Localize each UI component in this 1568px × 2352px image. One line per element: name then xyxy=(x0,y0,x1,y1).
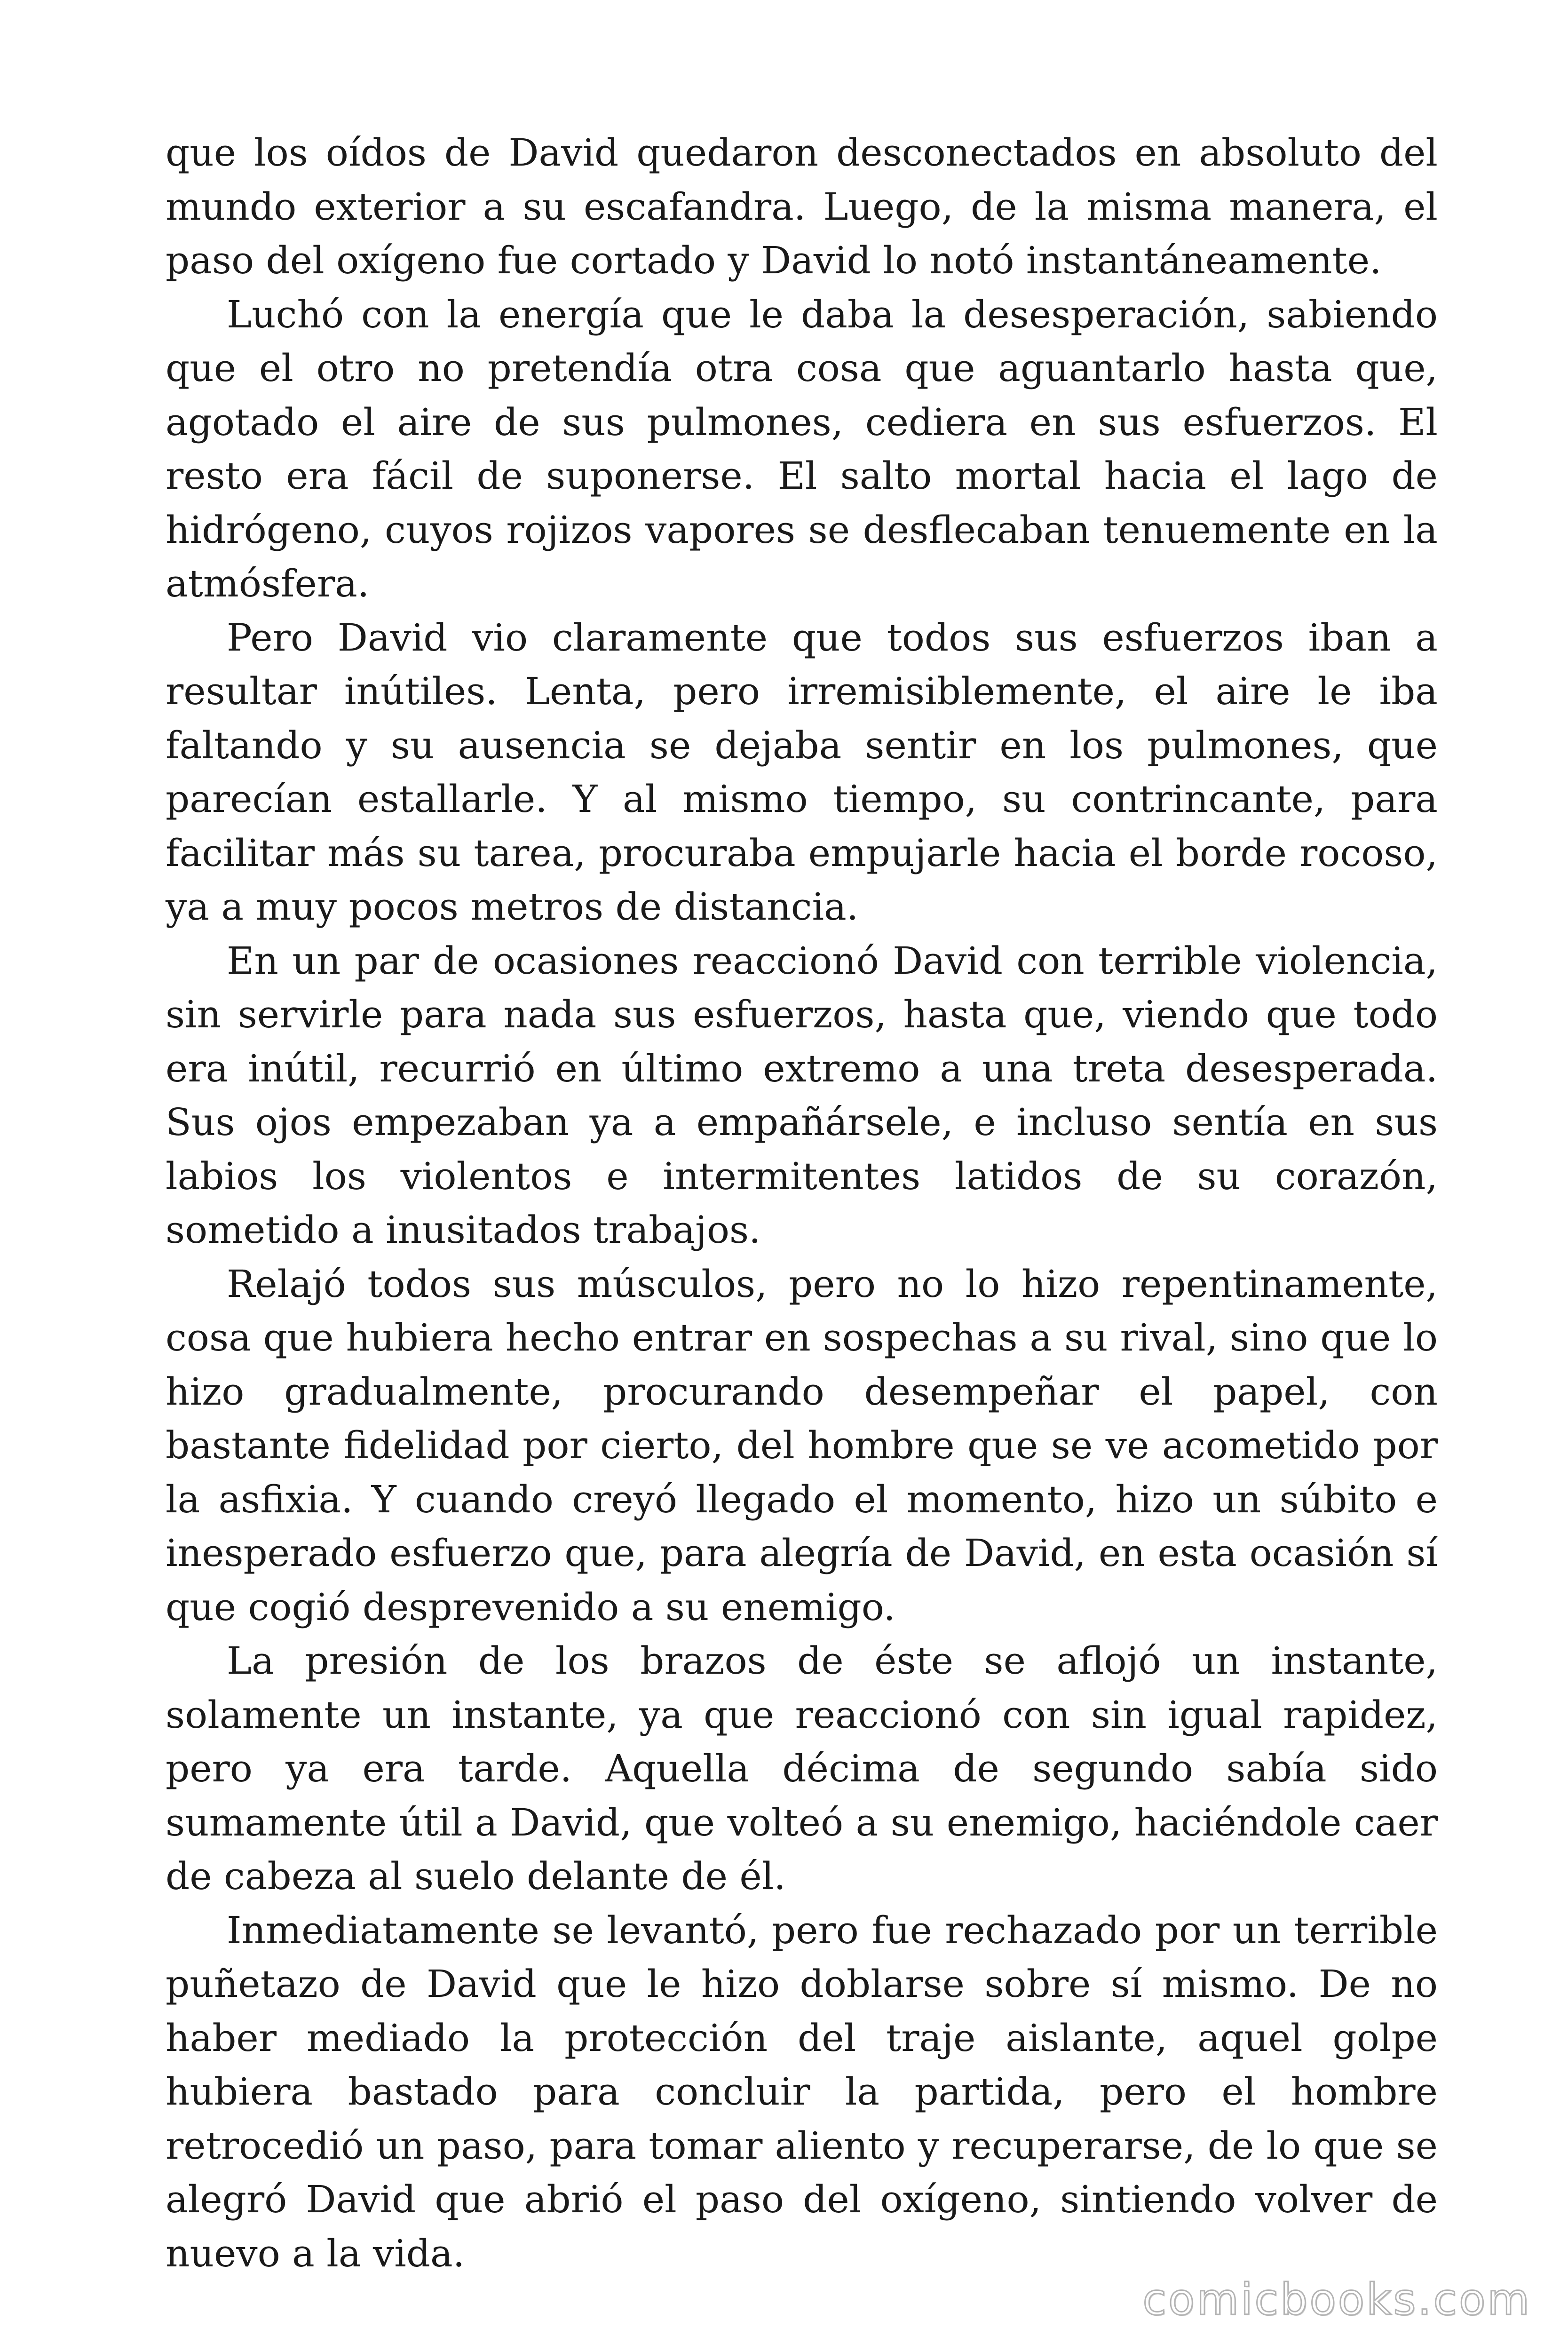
paragraph: Inmediatamente se levantó, pero fue rechazado por un terrible puñetazo de David que le hizo doblarse sobre sí mismo. De no haber mediado la protección del traje aislante, aquel golpe hubiera bastado para concluir la partida, pero el hombre retrocedió un paso, para tomar aliento y recuperarse, de lo que se alegró David que abrió el paso del oxígeno, sintiendo volver de nuevo a la vida. xyxy=(166,1908,1438,2275)
watermark: comicbooks.com xyxy=(1142,2274,1531,2325)
body-text xyxy=(166,126,1438,2280)
paragraph: La presión de los brazos de éste se aflojó un instante, solamente un instante, ya que reaccionó con sin igual rapidez, pero ya era tarde. Aquella décima de segundo sabía sido sumamente útil a David, que volteó a su enemigo, haciéndole caer de cabeza al suelo delante de él. xyxy=(166,1639,1438,1898)
paragraph: Pero David vio claramente que todos sus esfuerzos iban a resultar inútiles. Lenta, pero irremisiblemente, el aire le iba faltando y su ausencia se dejaba sentir en los pulmones, que parecían estallarle. Y al mismo tiempo, su contrincante, para facilitar más su tarea, procuraba empujarle hacia el borde rocoso, ya a muy pocos metros de distancia. xyxy=(166,615,1438,929)
paragraph: que los oídos de David quedaron desconectados en absoluto del mundo exterior a su escafandra. Luego, de la misma manera, el paso del oxígeno fue cortado y David lo notó instantáneamente. xyxy=(166,131,1438,282)
paragraph: Relajó todos sus músculos, pero no lo hizo repentinamente, cosa que hubiera hecho entrar en sospechas a su rival, sino que lo hizo gradualmente, procurando desempeñar el papel, con bastante fidelidad por cierto, del hombre que se ve acometido por la asfixia. Y cuando creyó llegado el momento, hizo un súbito e inesperado esfuerzo que, para alegría de David, en esta ocasión sí que cogió desprevenido a su enemigo. xyxy=(166,1262,1438,1629)
paragraph: En un par de ocasiones reaccionó David con terrible violencia, sin servirle para nada sus esfuerzos, hasta que, viendo que todo era inútil, recurrió en último extremo a una treta desesperada. Sus ojos empezaban ya a empañársele, e incluso sentía en sus labios los violentos e intermitentes latidos de su corazón, sometido a inusitados trabajos. xyxy=(166,938,1438,1252)
paragraph: Luchó con la energía que le daba la desesperación, sabiendo que el otro no pretendía otra cosa que aguantarlo hasta que, agotado el aire de sus pulmones, cediera en sus esfuerzos. El resto era fácil de suponerse. El salto mortal hacia el lago de hidrógeno, cuyos rojizos vapores se desflecaban tenuemente en la atmósfera. xyxy=(166,292,1438,605)
